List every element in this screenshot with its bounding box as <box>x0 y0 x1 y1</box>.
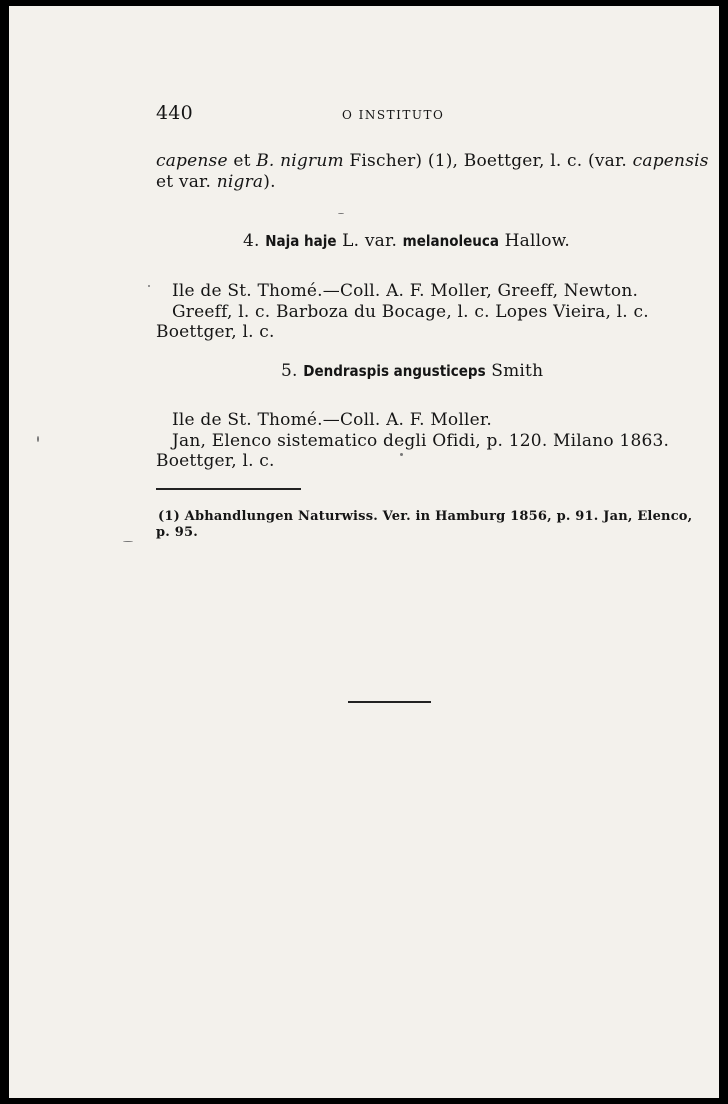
continuation-line-2 <box>156 172 276 192</box>
text: ). <box>263 172 276 192</box>
section-4-line: Greeff, l. c. Barboza du Bocage, l. c. Lopes Vieira, l. c. <box>172 302 649 322</box>
section-5-line: Boettger, l. c. <box>156 451 275 471</box>
text: et var. <box>156 172 217 192</box>
text-italic: capensis <box>632 151 709 171</box>
species-name: Dendraspis angusticeps <box>303 362 486 380</box>
scan-speck <box>123 541 133 542</box>
running-title: O INSTITUTO <box>342 108 445 122</box>
section-5-line: Jan, Elenco sistematico degli Ofidi, p. 120. Milano 1863. <box>172 431 670 451</box>
text-italic: capense <box>156 151 228 171</box>
section-number: 5. <box>281 361 298 381</box>
species-name: Naja haje <box>265 232 337 250</box>
scan-speck <box>37 436 39 442</box>
author: Hallow. <box>498 231 570 251</box>
section-4-line: Boettger, l. c. <box>156 322 275 342</box>
scan-speck <box>148 285 150 287</box>
page-number: 440 <box>156 102 193 124</box>
text: Fischer) (1), Boettger, l. c. (var. <box>343 151 633 171</box>
footnote-line-2: p. 95. <box>156 525 198 540</box>
end-rule <box>348 701 431 703</box>
scan-speck <box>400 453 403 456</box>
scan-speck <box>338 213 344 214</box>
footnote-line-1: (1) Abhandlungen Naturwiss. Ver. in Hamburg 1856, p. 91. Jan, Elenco, <box>158 509 693 524</box>
continuation-line-1 <box>156 151 709 171</box>
footnote-rule <box>156 488 301 490</box>
section-4-line: Ile de St. Thomé.—Coll. A. F. Moller, Greeff, Newton. <box>172 281 639 301</box>
section-5-line: Ile de St. Thomé.—Coll. A. F. Moller. <box>172 410 492 430</box>
text: L. var. <box>336 231 403 251</box>
section-number: 4. <box>243 231 260 251</box>
author: Smith <box>485 361 544 381</box>
text-italic: nigra <box>216 172 264 192</box>
book-page <box>9 6 719 1098</box>
text-italic: B. nigrum <box>256 151 344 171</box>
section-5-heading <box>281 361 543 381</box>
variety-name: melanoleuca <box>402 232 499 250</box>
section-4-heading <box>243 231 570 251</box>
text: et <box>227 151 257 171</box>
